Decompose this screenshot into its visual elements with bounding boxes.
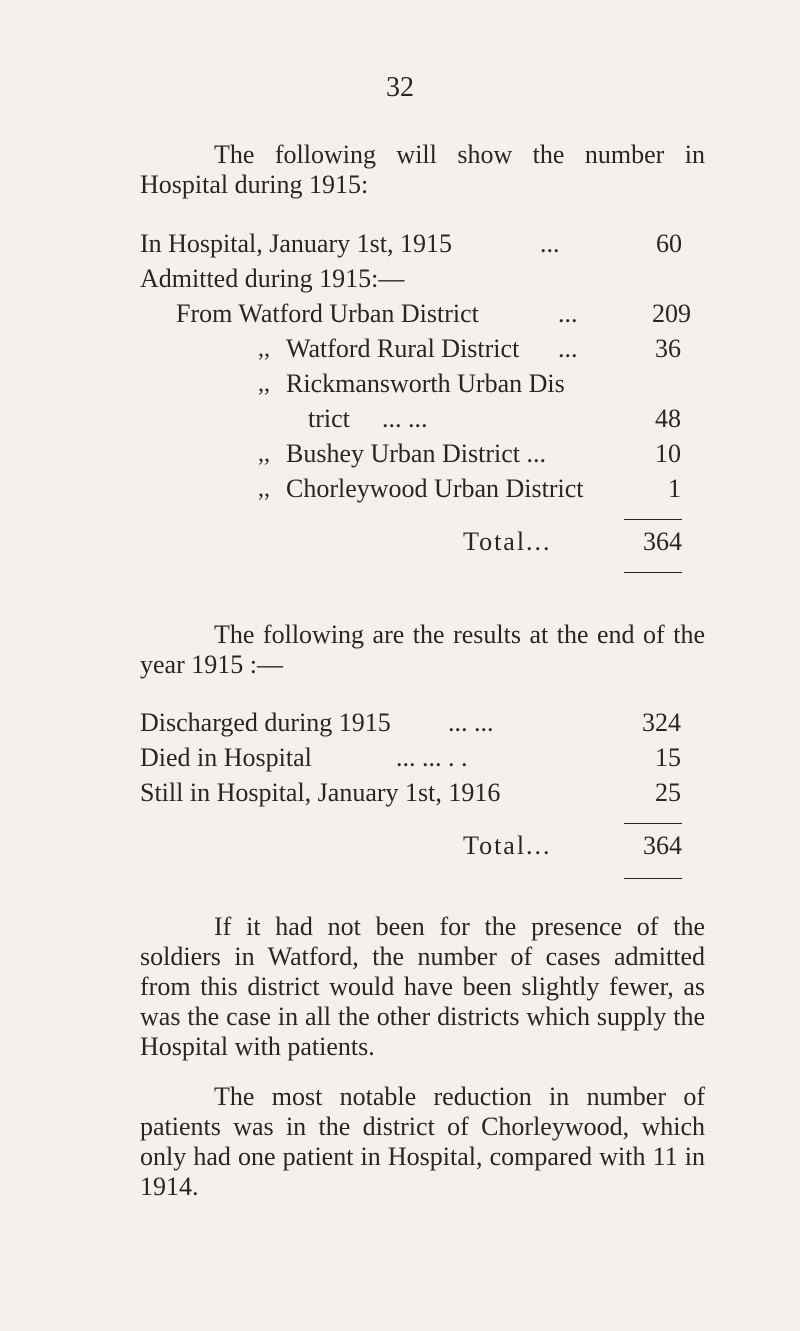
total-rule <box>624 878 682 879</box>
sum-rule <box>624 823 682 824</box>
results-row-label: Still in Hospital, January 1st, 1916 <box>140 778 501 807</box>
ditto-mark: ,, <box>258 441 270 467</box>
admitted-heading: Admitted during 1915:— <box>140 264 405 293</box>
page-number: 32 <box>386 72 414 103</box>
admission-row-value: 1 <box>668 474 681 503</box>
soldiers-paragraph: If it had not been for the presence of the soldiers in Watford, the number of cases admitted from this district would have been slightly fewer, as was the case in all the other districts which supply the Hospital with patients. <box>140 912 705 1061</box>
leader-dots: ... ... <box>382 404 428 433</box>
ditto-mark: ,, <box>258 371 270 397</box>
total-rule <box>624 572 682 573</box>
ditto-mark: ,, <box>258 476 270 502</box>
admission-row-label: trict <box>308 404 350 433</box>
leader-dots: ... <box>540 229 560 258</box>
results-row-value: 15 <box>655 743 681 772</box>
leader-dots: ... <box>558 334 578 363</box>
admission-row-label: Chorleywood Urban District <box>286 474 584 503</box>
total-label: Total... <box>463 527 552 556</box>
admission-row-label: From Watford Urban District <box>176 299 479 328</box>
results-row-label: Died in Hospital <box>140 743 312 772</box>
results-row-value: 25 <box>655 778 681 807</box>
intro-paragraph: The following will show the number in Hospital during 1915: <box>140 140 705 199</box>
admission-row-label: Rickmansworth Urban Dis <box>286 369 565 398</box>
admission-row-value: 36 <box>655 334 681 363</box>
admission-row-label: Watford Rural District <box>286 334 520 363</box>
leader-dots: ... ... <box>448 708 494 737</box>
results-intro-paragraph: The following are the results at the end of the year 1915 :— <box>140 620 705 679</box>
leader-dots: ... <box>558 299 578 328</box>
admission-row-label: Bushey Urban District ... <box>286 439 546 468</box>
results-row-label: Discharged during 1915 <box>140 708 391 737</box>
total-label: Total... <box>463 831 552 860</box>
ditto-mark: ,, <box>258 336 270 362</box>
total-value: 364 <box>643 527 682 556</box>
admission-row-value: 209 <box>652 299 691 328</box>
sum-rule <box>624 519 682 520</box>
results-row-value: 324 <box>642 708 681 737</box>
in-hospital-label: In Hospital, January 1st, 1915 <box>140 229 452 258</box>
admission-row-value: 48 <box>655 404 681 433</box>
total-value: 364 <box>643 831 682 860</box>
reduction-paragraph: The most notable reduction in number of patients was in the district of Chorleywood, which only had one patient in Hospital, compared with 11 in 1914. <box>140 1082 705 1201</box>
leader-dots: ... ... . . <box>396 743 468 772</box>
in-hospital-value: 60 <box>656 229 682 258</box>
admission-row-value: 10 <box>655 439 681 468</box>
